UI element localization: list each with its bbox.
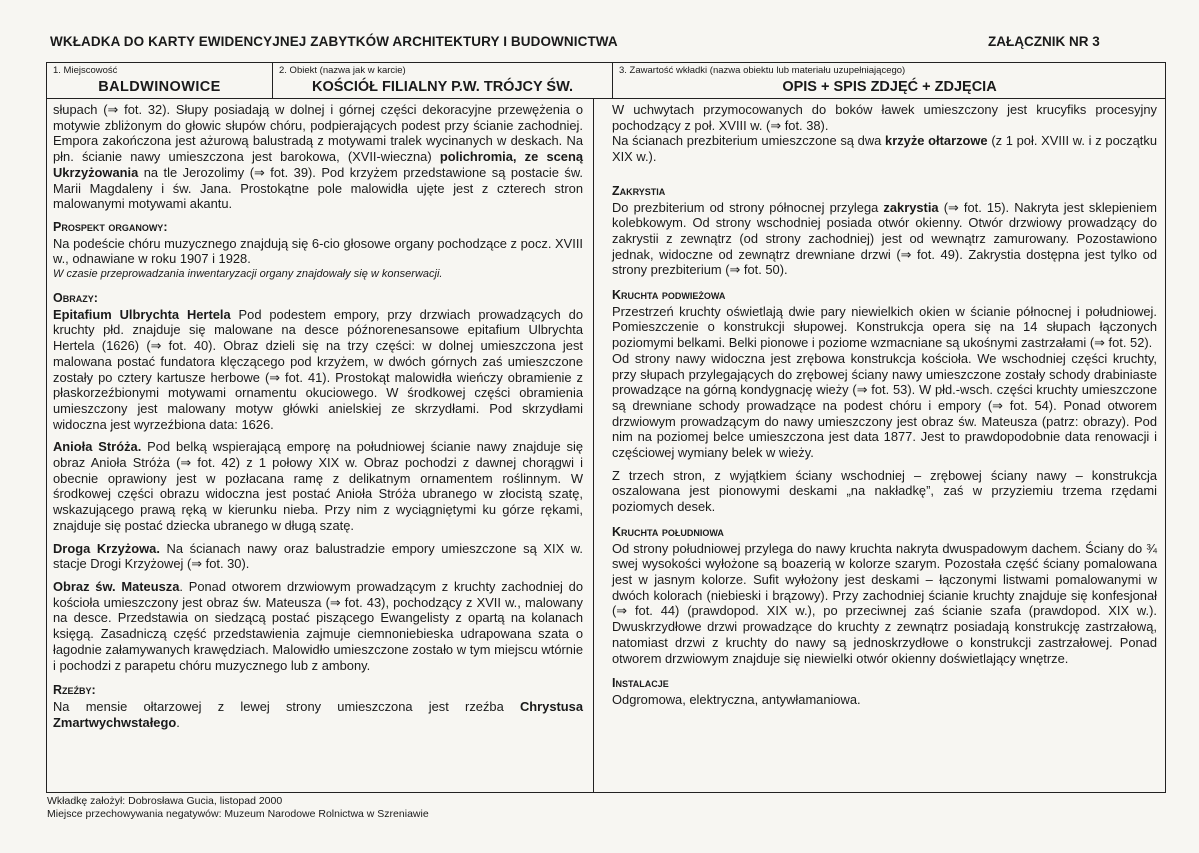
locality-value: BALDWINOWICE bbox=[98, 79, 221, 95]
sculpture-end: . bbox=[176, 714, 180, 730]
footer-author: Wkładkę założył: Dobrosława Gucia, listopad 2000 bbox=[47, 795, 283, 807]
left-column bbox=[47, 99, 594, 792]
sacristy-title: zakrystia bbox=[883, 199, 939, 215]
right-column bbox=[594, 99, 1165, 792]
content-label: 3. Zawartość wkładki (nazwa obiektu lub materiału uzupełniającego) bbox=[619, 65, 906, 76]
intro-paragraph bbox=[53, 102, 583, 212]
sacristy-paragraph bbox=[612, 200, 1157, 279]
altar-crosses-text-2: (z 1 poł. XVIII w. i z początku XIX w.). bbox=[612, 133, 1157, 165]
object-label: 2. Obiekt (nazwa jak w karcie) bbox=[279, 65, 406, 76]
south-porch-paragraph: Od strony południowej przylega do nawy kruchta nakryta dwuspadowym dachem. Ściany do ¾ swej wysokości wyłożone są boazerią w kolorze szarym. Pozostała część ściany pomalowana jest w jasnym kolorze. Sufit wyłożony jest deskami – łączonymi listwami pomalowanymi w dwóch kolorach (niebieski i brązowy). Przy zachodniej ścianie kruchty znajduje się konfesjonał (⇒ fot. 44) (prawdopod. XIX w.), po przeciwnej zaś ścianie szafa (prawdopod. XIX w.). Dwuskrzydłowe drzwi prowadzące do kruchty z zewnątrz posiadają konstrukcję zastrzałową, natomiast drzwi z kruchty do nawy są jednoskrzydłowe o konstrukcji zastrzałowej. Ponad otworem drzwiowym znajduje się niewielki otwór okienny doświetlający wnętrze. bbox=[612, 540, 1157, 666]
footer-storage: Miejsce przechowywania negatywów: Muzeum Narodowe Rolnictwa w Szreniawie bbox=[47, 808, 429, 820]
installations-heading: Instalacje bbox=[612, 676, 669, 691]
organ-note: W czasie przeprowadzania inwentaryzacji organy znajdowały się w konserwacji. bbox=[53, 268, 443, 281]
sculpture-title: Chrystusa Zmartwychwstałego bbox=[53, 698, 583, 730]
organ-text: Na podeście chóru muzycznego znajdują się 6-cio głosowe organy pochodzące z pocz. XVIII w., odnawiane w roku 1907 i 1928. bbox=[53, 235, 583, 267]
altar-crosses-text-1: Na ścianach prezbiterium umieszczone są dwa bbox=[612, 133, 886, 149]
sculpture-paragraph bbox=[53, 699, 583, 730]
sacristy-text-1: Do prezbiterium od strony północnej przylega bbox=[612, 199, 884, 215]
sculpture-text: Na mensie ołtarzowej z lewej strony umieszczona jest rzeźba bbox=[53, 698, 520, 714]
tower-porch-heading: Kruchta podwieżowa bbox=[612, 288, 726, 303]
polychrome-title: polichromia, ze sceną Ukrzyżowania bbox=[53, 149, 584, 180]
locality-label: 1. Miejscowość bbox=[53, 65, 118, 76]
south-porch-heading: Kruchta południowa bbox=[612, 524, 724, 539]
sacristy-heading: Zakrystia bbox=[612, 183, 666, 198]
epitaph-paragraph bbox=[53, 307, 583, 433]
intro-text-1: słupach (⇒ fot. 32). Słupy posiadają w dolnej i górnej części dekoracyjne przewężenia o motywie zbliżonym do głowic słupów chóru, podpierających podest przy ścianie zachodniej. Empora zakończona jest ażurową balustradą z motywami tralek wycinanych w deskach. Na płn. ścianie nawy umieszczona jest barokowa, (XVII-wieczna) bbox=[53, 102, 583, 165]
content-cell bbox=[613, 63, 1166, 98]
intro-text-2: na tle Jerozolimy (⇒ fot. 39). Pod krzyżem przedstawione są postacie św. Marii Magdaleny i św. Jana. Prostokątne pole malowidła ujęte jest z czterech stron malowanymi motywami akantu. bbox=[53, 164, 583, 212]
tower-porch-paragraph-3: Z trzech stron, z wyjątkiem ściany wschodniej – zrębowej ściany nawy – konstrukcja oszalowana jest pionowymi deskami „na nakładkę”, zaś w przyziemiu trzema rzędami poziomych desek. bbox=[612, 467, 1157, 515]
sacristy-text-2: (⇒ fot. 15). Nakryta jest sklepieniem kolebkowym. Od strony wschodniej posiada otwór okienny. Otwór drzwiowy prowadzący do zakrystii z zewnątrz (od strony zachodniej) jest od wewnątrz zamurowany. Pozostawiono jednak, widoczne od zewnątrz drewniane drzwi (⇒ fot. 49). Zakrystia dostępna jest tylko od strony prezbiterium (⇒ fot. 50). bbox=[612, 199, 1157, 278]
epitaph-title: Epitafium Ulbrychta Hertela bbox=[53, 306, 231, 322]
tower-porch-paragraph-1: Przestrzeń kruchty oświetlają dwie pary niewielkich okien w ścianie północnej i południowej. Pomieszczenie o konstrukcji słupowej. Konstrukcja opera się na 14 słupach łączonych poziomymi belkami. Belki pionowe i poziome wzmacniane są ukośnymi zastrzałami (⇒ fot. 52). bbox=[612, 303, 1157, 351]
altar-crosses-paragraph bbox=[612, 133, 1157, 164]
document-title: WKŁADKA DO KARTY EWIDENCYJNEJ ZABYTKÓW ARCHITEKTURY I BUDOWNICTWA bbox=[50, 34, 618, 49]
tower-porch-paragraph-2: Od strony nawy widoczna jest zrębowa konstrukcja kościoła. We wschodniej części kruchty, przy słupach przylegających do zrębowej ściany nawy umieszczone zostały schody drabiniaste prowadzące na górną kondygnację wieży (⇒ fot. 53). W płd.-wsch. części kruchty umieszczone są drewniane schody prowadzące na podest chóru i empory (⇒ fot. 54). Ponad otworem drzwiowym prowadzącym do nawy umieszczony jest obraz św. Mateusza (patrz: obrazy). Pod nim na poziomej belce umieszczona jest data 1877. Jest to prawdopodobnie data renowacji i częściowej wymiany belek w wieży. bbox=[612, 350, 1157, 461]
stations-title: Droga Krzyżowa. bbox=[53, 540, 160, 556]
object-cell bbox=[273, 63, 613, 98]
annex-number: ZAŁĄCZNIK NR 3 bbox=[988, 34, 1100, 49]
altar-crosses-title: krzyże ołtarzowe bbox=[885, 133, 988, 149]
matthew-text: . Ponad otworem drzwiowym prowadzącym z kruchty zachodniej do kościoła umieszczony jest obraz św. Mateusza (⇒ fot. 43), pochodzący z XVII w., malowany na desce. Przedstawia on siedzącą postać piszącego Ewangelisty z opartą na kolanach księgą. Zasadniczą część przedstawienia zajmuje ciemnoniebieska udrapowana szata o łagodnie załamywanych krawędziach. Malowidło umieszczone zostało w tym miejscu wtórnie i pochodzi z parapetu chóru muzycznego lub z ambony. bbox=[53, 578, 583, 673]
stations-text: Na ścianach nawy oraz balustradzie empory umieszczone są XIX w. stacje Drogi Krzyżowej (⇒ fot. 30). bbox=[53, 540, 583, 572]
installations-text: Odgromowa, elektryczna, antywłamaniowa. bbox=[612, 691, 861, 707]
angel-paragraph bbox=[53, 439, 583, 533]
paintings-heading: Obrazy: bbox=[53, 291, 98, 306]
angel-title: Anioła Stróża. bbox=[53, 439, 142, 455]
locality-cell bbox=[47, 63, 273, 98]
matthew-paragraph bbox=[53, 579, 583, 673]
form-frame bbox=[46, 62, 1166, 793]
epitaph-text: Pod podestem empory, przy drzwiach prowadzących do kruchty płd. znajduje się malowane na desce późnorenesansowe epitafium Ulbrychta Hertela (1626) (⇒ fot. 40). Obraz dzieli się na trzy części: w dolnej umieszczona jest malowana postać fundatora klęczącego pod krzyżem, w dwóch górnych zaś umieszczone zostały po cztery kartusze herbowe (⇒ fot. 41). Prostokąt malowidła wieńczy obramienie z płaskorzeźbionymi motywami ornamentu okuciowego. W środkowej części obramienia umieszczony jest malowany motyw główki anielskiej ze skrzydłami. Pod skrzydłami widoczna jest wyrzeźbiona data: 1626. bbox=[53, 306, 583, 432]
stations-paragraph bbox=[53, 541, 583, 572]
content-value: OPIS + SPIS ZDJĘĆ + ZDJĘCIA bbox=[782, 79, 997, 95]
organ-heading: Prospekt organowy: bbox=[53, 219, 168, 234]
header-fields-row bbox=[47, 63, 1165, 99]
matthew-title: Obraz św. Mateusza bbox=[53, 578, 180, 594]
crucifix-paragraph: W uchwytach przymocowanych do boków ławek umieszczony jest krucyfiks procesyjny pochodzący z poł. XVIII w. (⇒ fot. 38). bbox=[612, 102, 1157, 133]
angel-text: Pod belką wspierającą emporę na południowej ścianie nawy znajduje się obraz Anioła Stróża (⇒ fot. 42) z 1 połowy XIX w. Obraz pochodzi z dawnej chorągwi i obecnie oprawiony jest w pozłacana ramę z delikatnym ornamentem roślinnym. W środkowej części obrazu widoczna jest postać Anioła Stróża ubranego w złocistą szatę, wskazującego prawą ręką w kierunku nieba. Przy nim z wyciągniętymi ku górze rękami, znajduje się postać dziecka ubranego w długą szatę. bbox=[53, 439, 583, 533]
sculptures-heading: Rzeźby: bbox=[53, 683, 96, 698]
object-value: KOŚCIÓŁ FILIALNY P.W. TRÓJCY ŚW. bbox=[311, 79, 574, 95]
